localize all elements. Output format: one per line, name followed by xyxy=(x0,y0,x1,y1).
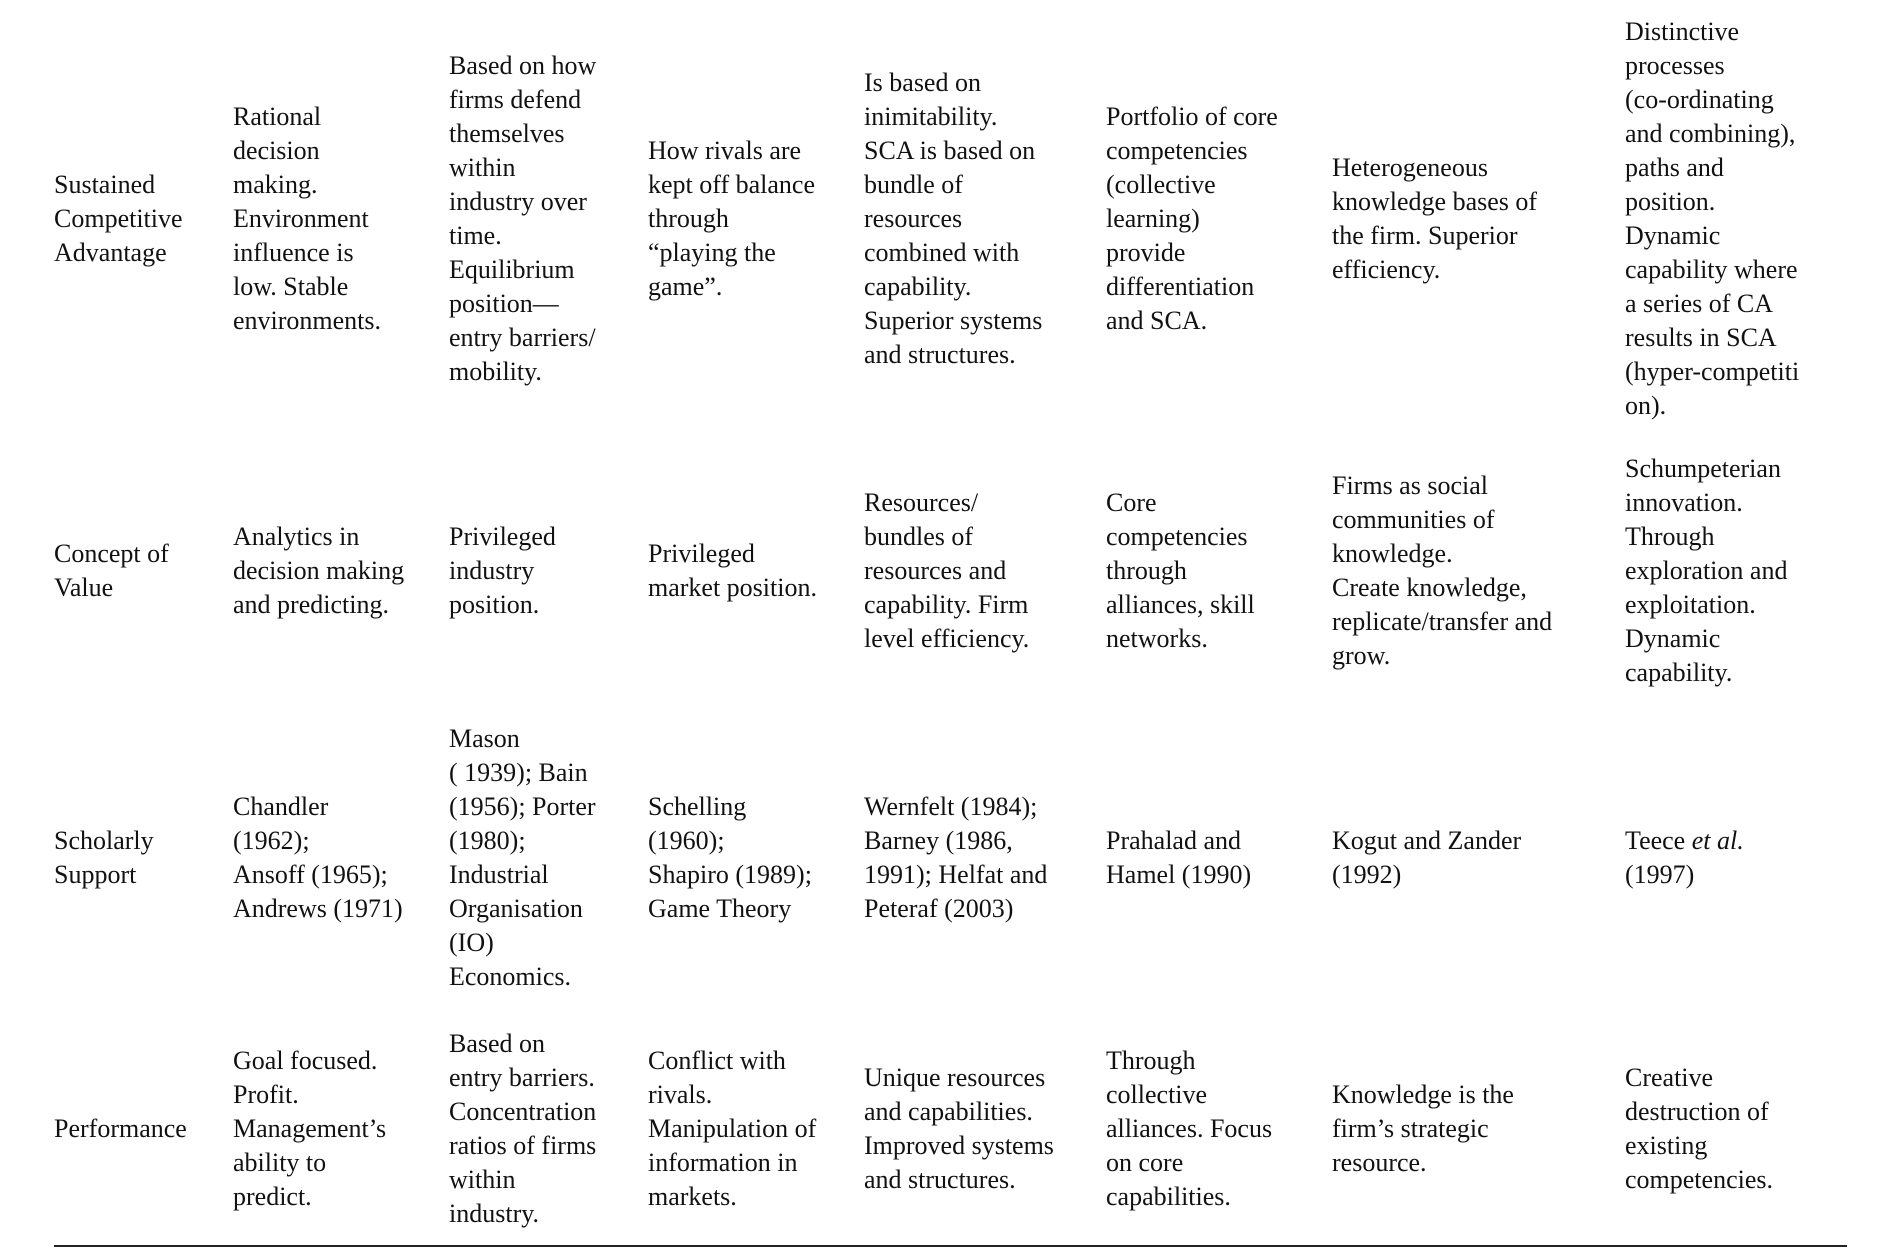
table-cell: Through collective alliances. Focus on core capabilities. xyxy=(1106,1046,1273,1211)
table-cell: Portfolio of core competencies (collective learning) provide differentiation and SCA. xyxy=(1106,102,1278,335)
author-name: Teece xyxy=(1625,825,1686,855)
table-cell: Kogut and Zander (1992) xyxy=(1332,825,1522,889)
row-label: Sustained Competitive Advantage xyxy=(54,170,183,267)
table-bottom-rule xyxy=(54,1245,1847,1247)
table-cell: Distinctive processes (co-ordinating and combining), paths and position. Dynamic capability where a series of CA results in SCA (hyper-competiti on). xyxy=(1625,17,1800,420)
table-row-scholarly-support xyxy=(54,704,1847,1011)
table-cell: Based on how firms defend themselves within industry over time. Equilibrium position— entry barriers/ mobility. xyxy=(449,51,597,386)
row-label: Scholarly Support xyxy=(54,825,154,889)
table-row-performance xyxy=(54,1011,1847,1247)
table-cell: Goal focused. Profit. Management’s ability to predict. xyxy=(233,1046,387,1211)
row-label: Performance xyxy=(54,1114,187,1143)
table-cell: Core competencies through alliances, skill networks. xyxy=(1106,488,1255,653)
table-row-concept-of-value xyxy=(54,438,1847,704)
table-cell: Creative destruction of existing competencies. xyxy=(1625,1063,1773,1194)
table-cell: Privileged industry position. xyxy=(449,522,556,619)
table-cell: Rational decision making. Environment influence is low. Stable environments. xyxy=(233,102,382,335)
table-cell: Wernfelt (1984); Barney (1986, 1991); Helfat and Peteraf (2003) xyxy=(864,791,1048,923)
table-cell: Schelling (1960); Shapiro (1989); Game Theory xyxy=(648,791,812,923)
table-cell: Conflict with rivals. Manipulation of information in markets. xyxy=(648,1046,817,1211)
table-cell: Chandler (1962); Ansoff (1965); Andrews (1971) xyxy=(233,791,403,923)
table-cell: Privileged market position. xyxy=(648,539,817,602)
comparison-table-container xyxy=(54,0,1847,1247)
table-cell: Prahalad and Hamel (1990) xyxy=(1106,825,1252,889)
table-cell: Heterogeneous knowledge bases of the firm. Superior efficiency. xyxy=(1332,153,1538,284)
table-cell: Knowledge is the firm’s strategic resource. xyxy=(1332,1080,1514,1177)
table-cell: Analytics in decision making and predicting. xyxy=(233,522,405,619)
strategy-comparison-table xyxy=(54,0,1847,1247)
table-cell: Schumpeterian innovation. Through exploration and exploitation. Dynamic capability. xyxy=(1625,454,1788,687)
table-cell: Is based on inimitability. SCA is based on bundle of resources combined with capability. Superior systems and structures. xyxy=(864,68,1043,369)
table-row-sustained-competitive-advantage xyxy=(54,0,1847,438)
table-cell: How rivals are kept off balance through “playing the game”. xyxy=(648,136,815,301)
table-cell: Based on entry barriers. Concentration ratios of firms within industry. xyxy=(449,1029,597,1228)
table-cell: Teece et al. (1997) xyxy=(1625,825,1744,889)
row-label: Concept of Value xyxy=(54,539,169,602)
et-al: et al. xyxy=(1691,825,1744,855)
table-cell: Firms as social communities of knowledge. Create knowledge, replicate/transfer and grow. xyxy=(1332,471,1553,670)
table-cell: Unique resources and capabilities. Improved systems and structures. xyxy=(864,1063,1054,1194)
table-cell: Resources/ bundles of resources and capability. Firm level efficiency. xyxy=(864,488,1030,653)
table-cell: Mason ( 1939); Bain (1956); Porter (1980); Industrial Organisation (IO) Economics. xyxy=(449,723,596,991)
